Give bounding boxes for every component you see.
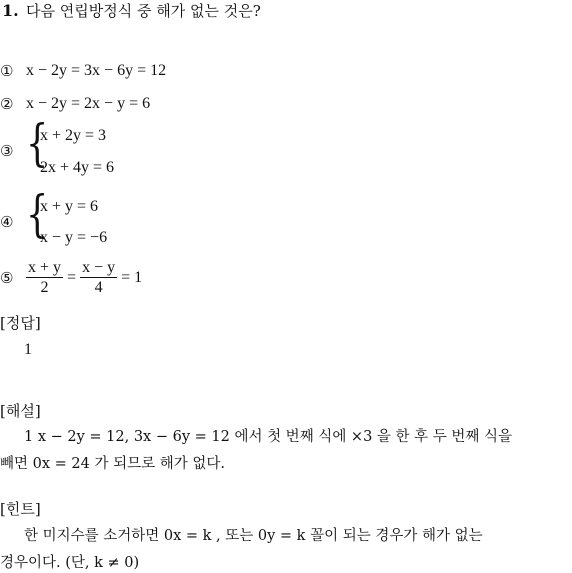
option-3-equation-2: 2x + 4y = 6	[40, 159, 115, 176]
option-5-rhs: = 1	[121, 269, 143, 287]
option-1-expression: x − 2y = 3x − 6y = 12	[26, 62, 167, 79]
hint-heading: [힌트]	[0, 500, 41, 518]
option-5-denominator-1: 2	[40, 279, 49, 296]
option-4-brace: {	[26, 185, 49, 243]
option-5-fraction-1	[26, 259, 63, 298]
option-5-expression	[26, 259, 142, 298]
option-2-marker[interactable]: ②	[0, 95, 14, 113]
option-5-numerator-1: x + y	[28, 259, 62, 276]
option-3-marker[interactable]: ③	[0, 142, 14, 160]
option-5-fraction-2	[80, 259, 117, 298]
explanation-heading: [해설]	[0, 402, 41, 420]
option-2-expression: x − 2y = 2x − y = 6	[26, 95, 151, 112]
hint-line-1: 한 미지수를 소거하면 0x = k , 또는 0y = k 꼴이 되는 경우가 해가 없는	[24, 528, 483, 544]
question-number: 1.	[2, 1, 19, 20]
option-4-marker[interactable]: ④	[0, 213, 14, 231]
option-3-brace: {	[26, 114, 49, 172]
explanation-line-2: 빼면 0x = 24 가 되므로 해가 없다.	[0, 456, 225, 472]
answer-heading: [정답]	[0, 314, 41, 332]
explanation-line-1: 1 x − 2y = 12, 3x − 6y = 12 에서 첫 번째 식에 ×3 을 한 후 두 번째 식을	[24, 429, 513, 445]
question-text: 다음 연립방정식 중 해가 없는 것은?	[26, 2, 261, 20]
option-5-numerator-2: x − y	[82, 259, 116, 276]
hint-line-2: 경우이다. (단, k ≠ 0)	[0, 555, 140, 571]
option-1-marker[interactable]: ①	[0, 62, 14, 80]
option-4-equation-1: x + y = 6	[40, 198, 99, 215]
option-5-denominator-2: 4	[94, 279, 103, 296]
option-4-equation-2: x − y = −6	[40, 229, 108, 246]
answer-value: 1	[24, 341, 32, 358]
option-3-equation-1: x + 2y = 3	[40, 127, 107, 144]
option-5-marker[interactable]: ⑤	[0, 269, 14, 287]
option-5-equals: =	[67, 269, 77, 287]
